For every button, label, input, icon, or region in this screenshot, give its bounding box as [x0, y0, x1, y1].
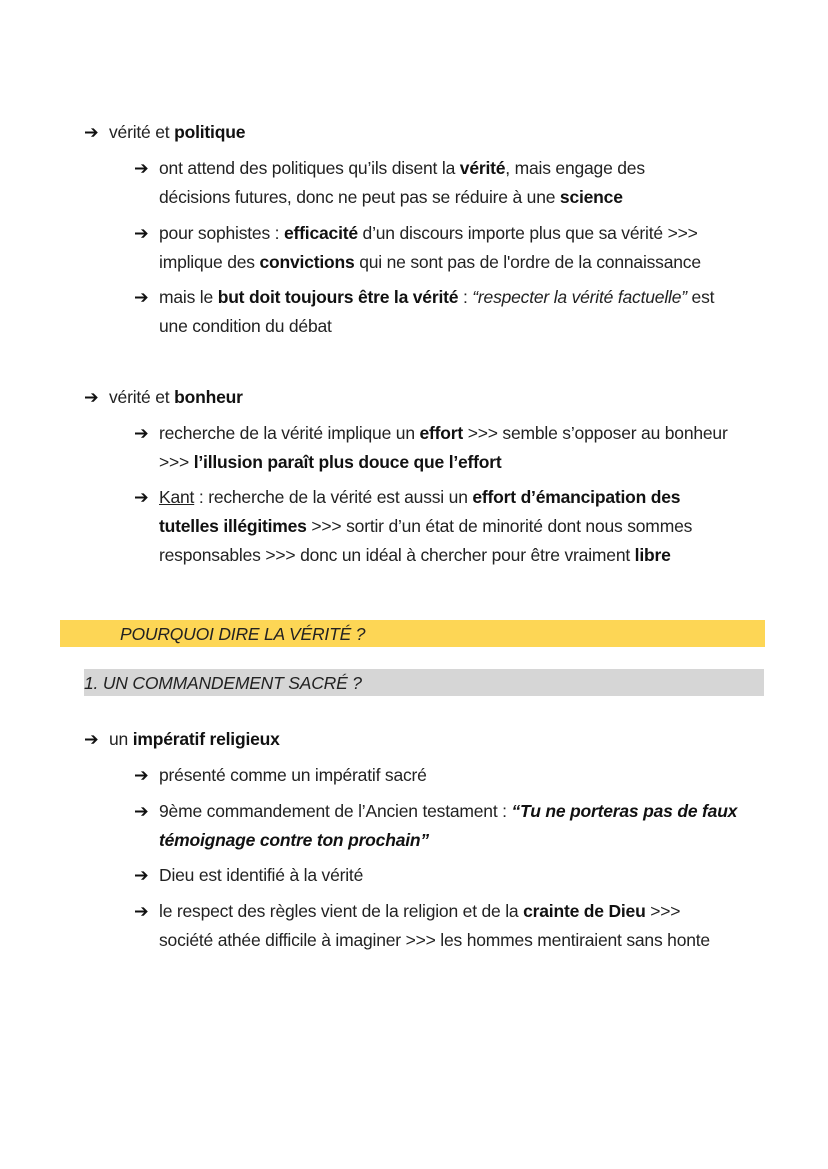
arrow-icon: ➔	[84, 387, 99, 407]
arrow-icon: ➔	[134, 223, 149, 243]
main-heading-band	[60, 620, 765, 647]
arrow-icon: ➔	[134, 765, 149, 785]
topic-politique: ➔ vérité et politique	[84, 118, 245, 147]
bullet-religieux-2: ➔ 9ème commandement de l’Ancien testament : “Tu ne porteras pas de faux témoignage contre ton prochain”	[134, 797, 794, 855]
bullet-bonheur-2: ➔ Kant : recherche de la vérité est aussi un effort d’émancipation des tutelles illégitimes >>> sortir d’un état de minorité dont nous sommes responsables >>> donc un idéal à chercher pour être vraiment libre	[134, 483, 794, 570]
sub-heading-band	[84, 669, 764, 696]
arrow-icon: ➔	[134, 901, 149, 921]
bullet-religieux-4: ➔ le respect des règles vient de la religion et de la crainte de Dieu >>> société athée difficile à imaginer >>> les hommes mentiraient sans honte	[134, 897, 794, 955]
main-heading: POURQUOI DIRE LA VÉRITÉ ?	[120, 624, 366, 644]
bullet-bonheur-1: ➔ recherche de la vérité implique un effort >>> semble s’opposer au bonheur >>> l’illusion paraît plus douce que l’effort	[134, 419, 794, 477]
topic-bonheur: ➔ vérité et bonheur	[84, 383, 243, 412]
sub-heading: 1. UN COMMANDEMENT SACRÉ ?	[84, 673, 362, 693]
arrow-icon: ➔	[134, 158, 149, 178]
arrow-icon: ➔	[134, 865, 149, 885]
kant-link: Kant	[159, 487, 195, 507]
bullet-religieux-3: ➔ Dieu est identifié à la vérité	[134, 861, 794, 890]
topic-religieux: ➔ un impératif religieux	[84, 725, 280, 754]
bullet-religieux-1: ➔ présenté comme un impératif sacré	[134, 761, 794, 790]
bullet-politique-2: ➔ pour sophistes : efficacité d’un discours importe plus que sa vérité >>> implique des convictions qui ne sont pas de l'ordre de la connaissance	[134, 219, 794, 277]
bullet-politique-1: ➔ ont attend des politiques qu’ils disent la vérité, mais engage des décisions futures, donc ne peut pas se réduire à une science	[134, 154, 794, 212]
arrow-icon: ➔	[84, 122, 99, 142]
arrow-icon: ➔	[134, 487, 149, 507]
arrow-icon: ➔	[134, 423, 149, 443]
arrow-icon: ➔	[84, 729, 99, 749]
arrow-icon: ➔	[134, 801, 149, 821]
bullet-politique-3: ➔ mais le but doit toujours être la vérité : “respecter la vérité factuelle” est une condition du débat	[134, 283, 794, 341]
arrow-icon: ➔	[134, 287, 149, 307]
